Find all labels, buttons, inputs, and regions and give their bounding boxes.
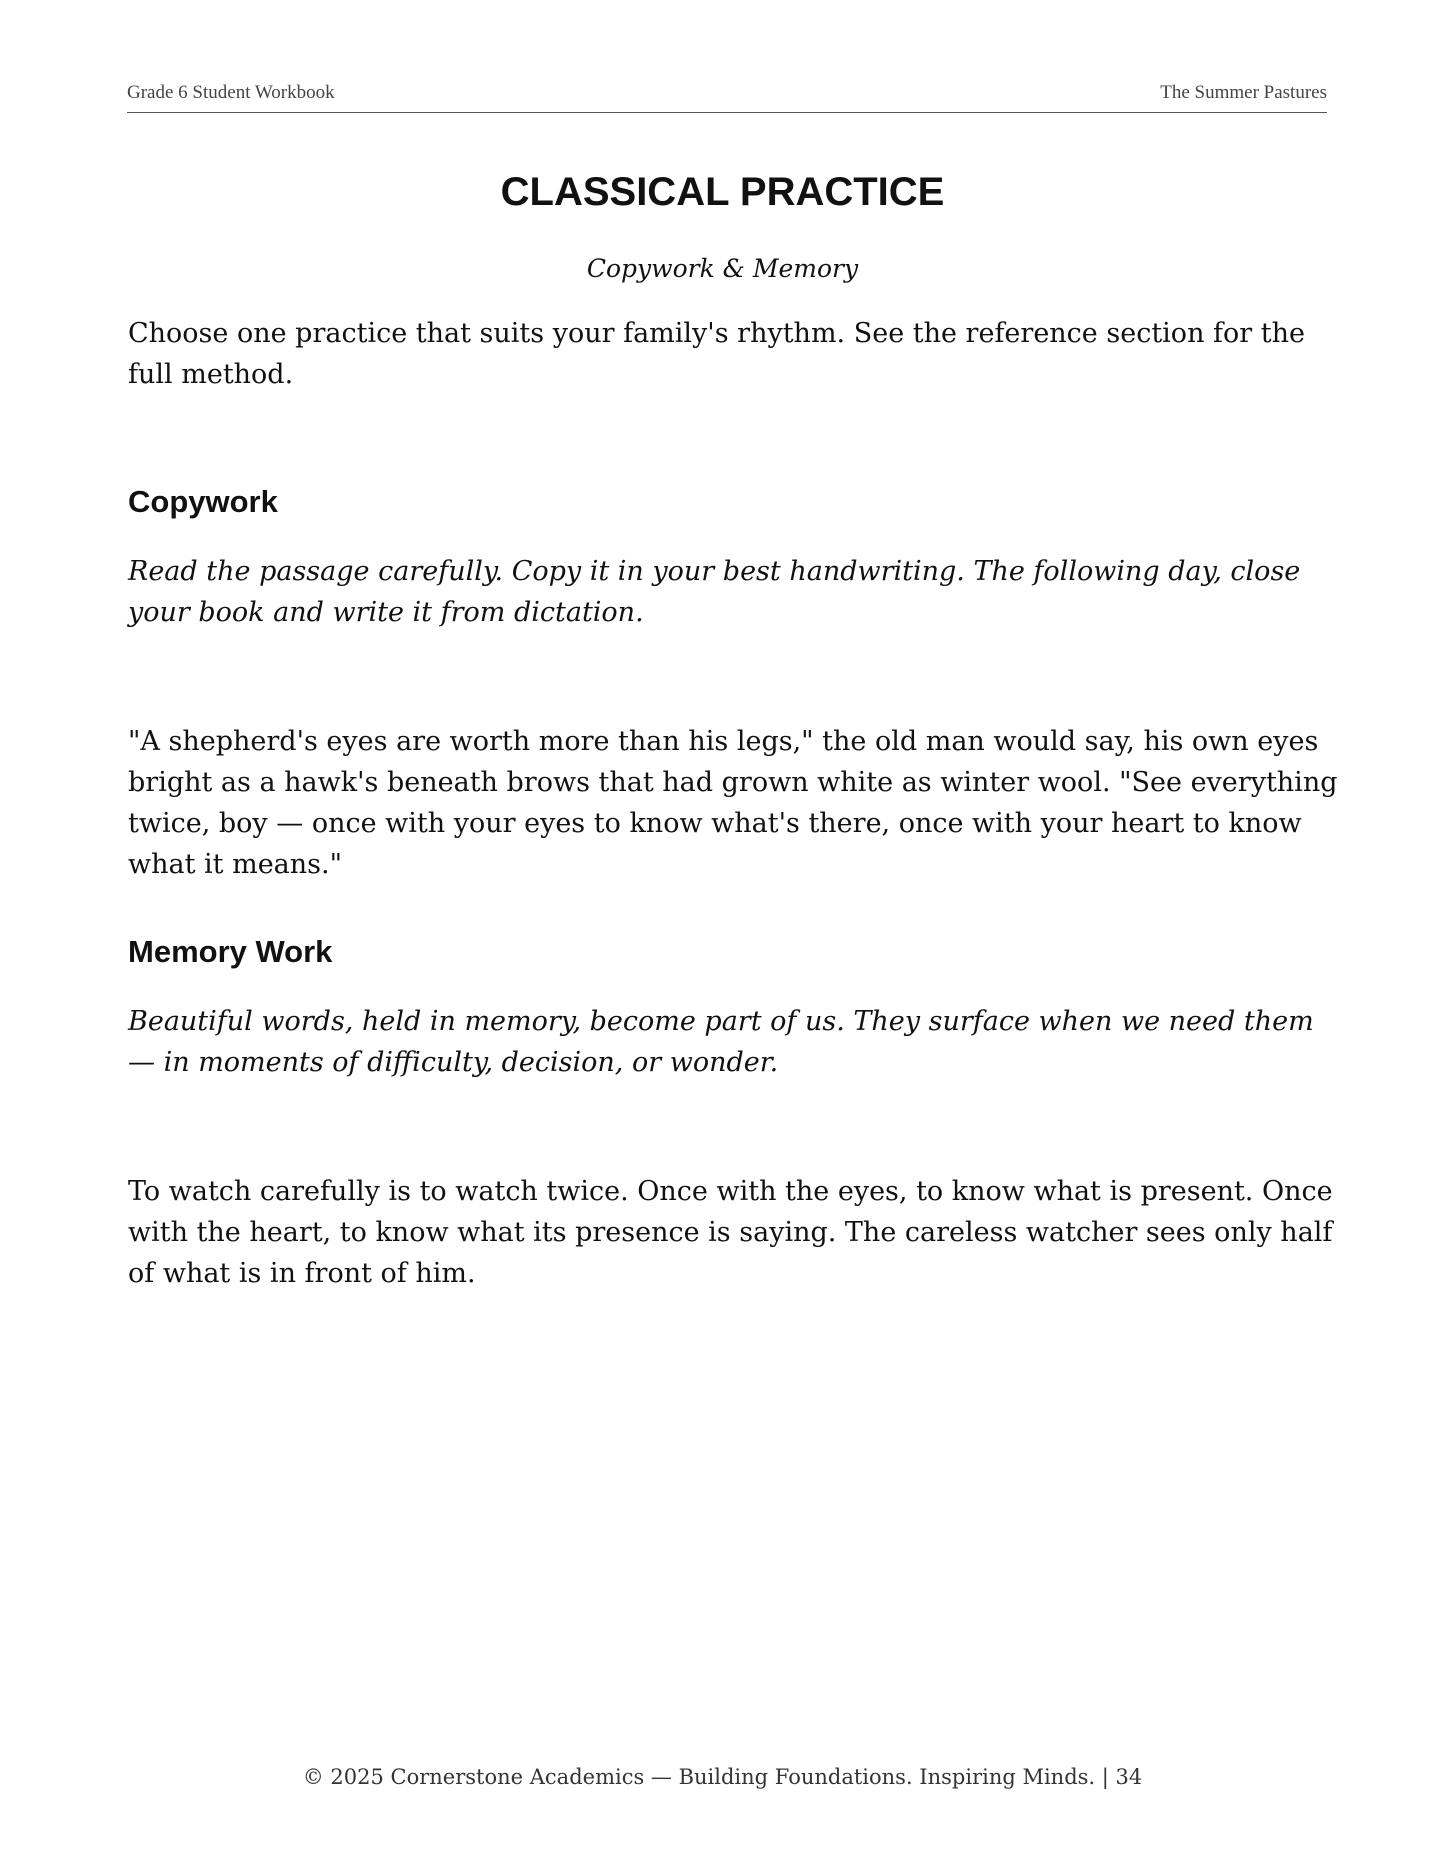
header-workbook-title: Grade 6 Student Workbook [127,82,335,103]
page-title: CLASSICAL PRACTICE [500,170,945,214]
intro-paragraph: Choose one practice that suits your family's rhythm. See the reference section for the full method. [128,318,1305,390]
copywork-heading: Copywork [128,484,278,519]
copywork-passage: "A shepherd's eyes are worth more than his legs," the old man would say, his own eyes bright as a hawk's beneath brows that had grown white as winter wool. "See everything twice, boy — once with your eyes to know what's there, once with your heart to know what it means." [128,726,1338,880]
copywork-instructions: Read the passage carefully. Copy it in your best handwriting. The following day, close your book and write it from dictation. [128,556,1301,628]
memory-work-heading: Memory Work [128,934,333,969]
header-unit-title: The Summer Pastures [1160,82,1327,103]
page-footer: © 2025 Cornerstone Academics — Building Foundations. Inspiring Minds. | 34 [302,1765,1143,1789]
memory-work-instructions: Beautiful words, held in memory, become part of us. They surface when we need them — in moments of difficulty, decision, or wonder. [128,1006,1314,1078]
page-header [127,82,1327,113]
memory-work-passage: To watch carefully is to watch twice. Once with the eyes, to know what is present. Once with the heart, to know what its presence is saying. The careless watcher sees only half of what is in front of him. [128,1176,1333,1289]
page-subtitle: Copywork & Memory [586,254,859,283]
